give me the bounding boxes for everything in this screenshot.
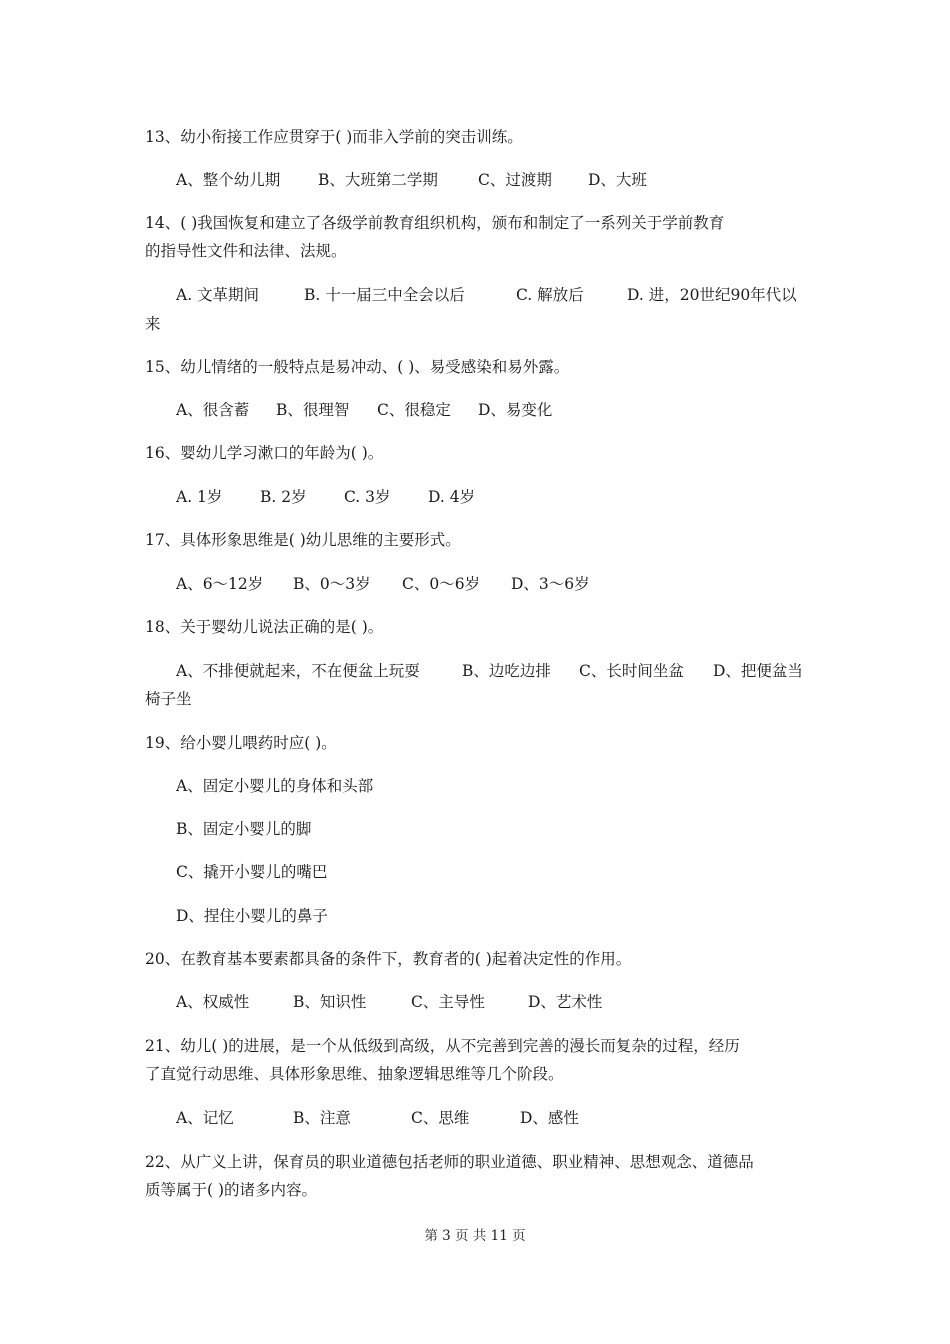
q14-option-d: D. 进，20世纪90年代以 — [627, 286, 797, 304]
question-14-options-continued: 来 — [145, 315, 161, 333]
q17-option-c: C、0～6岁 — [402, 575, 481, 593]
q19-option-d: D、捏住小婴儿的鼻子 — [176, 907, 328, 925]
question-18-options-continued: 椅子坐 — [145, 690, 192, 708]
q21-option-a: A、记忆 — [176, 1109, 234, 1127]
q13-option-b: B、大班第二学期 — [318, 171, 438, 189]
question-15-options — [0, 399, 950, 421]
q15-option-a: A、很含蓄 — [176, 401, 250, 419]
q20-option-d: D、艺术性 — [528, 993, 603, 1011]
question-18: 18、关于婴幼儿说法正确的是( )。 — [145, 618, 384, 636]
question-17: 17、具体形象思维是( )幼儿思维的主要形式。 — [145, 531, 461, 549]
question-20: 20、在教育基本要素都具备的条件下，教育者的( )起着决定性的作用。 — [145, 950, 632, 968]
q18-option-d: D、把便盆当 — [713, 662, 803, 680]
question-16: 16、婴幼儿学习漱口的年龄为( )。 — [145, 444, 384, 462]
q18-option-b: B、边吃边排 — [462, 662, 551, 680]
question-19: 19、给小婴儿喂药时应( )。 — [145, 734, 337, 752]
q15-option-b: B、很理智 — [276, 401, 350, 419]
q14-option-c: C. 解放后 — [516, 286, 584, 304]
q13-option-d: D、大班 — [588, 171, 647, 189]
q21-option-d: D、感性 — [520, 1109, 579, 1127]
q15-option-d: D、易变化 — [478, 401, 553, 419]
question-17-options — [0, 573, 950, 595]
q13-option-a: A、整个幼儿期 — [176, 171, 281, 189]
question-14-line-2: 的指导性文件和法律、法规。 — [145, 242, 347, 260]
question-20-options — [0, 991, 950, 1013]
q14-option-b: B. 十一届三中全会以后 — [304, 286, 465, 304]
question-13-options — [0, 169, 950, 191]
q20-option-a: A、权威性 — [176, 993, 250, 1011]
question-21-line-2: 了直觉行动思维、具体形象思维、抽象逻辑思维等几个阶段。 — [145, 1065, 564, 1083]
q18-option-a: A、不排便就起来，不在便盆上玩耍 — [176, 662, 420, 680]
q21-option-c: C、思维 — [411, 1109, 470, 1127]
q19-option-a: A、固定小婴儿的身体和头部 — [176, 777, 374, 795]
q20-option-c: C、主导性 — [411, 993, 485, 1011]
question-14-line-1: 14、( )我国恢复和建立了各级学前教育组织机构，颁布和制定了一系列关于学前教育 — [145, 214, 725, 232]
question-22-line-2: 质等属于( )的诸多内容。 — [145, 1181, 318, 1199]
q19-option-b: B、固定小婴儿的脚 — [176, 820, 312, 838]
question-21-line-1: 21、幼儿( )的进展，是一个从低级到高级，从不完善到完善的漫长而复杂的过程，经历 — [145, 1037, 740, 1055]
q16-option-a: A. 1岁 — [176, 488, 223, 506]
q13-option-c: C、过渡期 — [478, 171, 552, 189]
q16-option-d: D. 4岁 — [428, 488, 476, 506]
q15-option-c: C、很稳定 — [377, 401, 451, 419]
q17-option-d: D、3～6岁 — [511, 575, 590, 593]
q21-option-b: B、注意 — [293, 1109, 351, 1127]
question-16-options — [0, 486, 950, 508]
q20-option-b: B、知识性 — [293, 993, 367, 1011]
q16-option-b: B. 2岁 — [260, 488, 307, 506]
q16-option-c: C. 3岁 — [344, 488, 391, 506]
question-18-options — [0, 660, 950, 682]
question-21-options — [0, 1107, 950, 1129]
q17-option-b: B、0～3岁 — [293, 575, 371, 593]
q17-option-a: A、6～12岁 — [176, 575, 264, 593]
question-22-line-1: 22、从广义上讲，保育员的职业道德包括老师的职业道德、职业精神、思想观念、道德品 — [145, 1153, 754, 1171]
question-13: 13、幼小衔接工作应贯穿于( )而非入学前的突击训练。 — [145, 128, 523, 146]
question-15: 15、幼儿情绪的一般特点是易冲动、( )、易受感染和易外露。 — [145, 358, 570, 376]
page-footer: 第 3 页 共 11 页 — [424, 1228, 526, 1244]
q18-option-c: C、长时间坐盆 — [579, 662, 684, 680]
q19-option-c: C、撬开小婴儿的嘴巴 — [176, 863, 328, 881]
q14-option-a: A. 文革期间 — [176, 286, 260, 304]
question-14-options — [0, 284, 950, 306]
